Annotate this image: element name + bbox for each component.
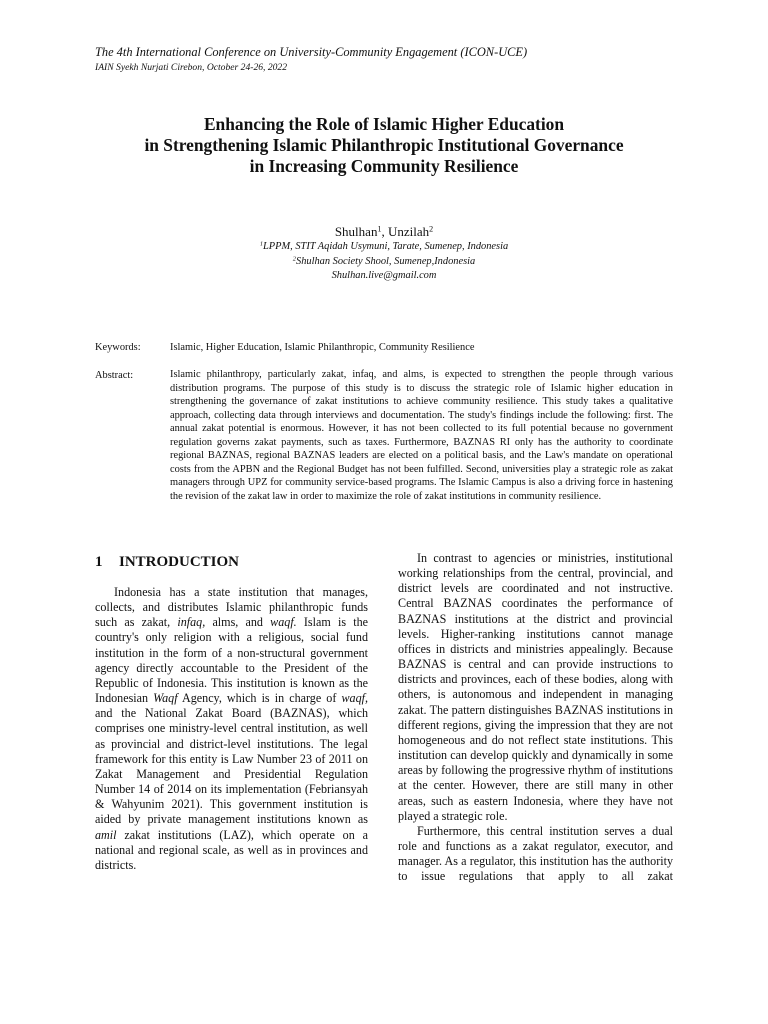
text-run: Islam is the country's only religion with a religious, social fund institution in the form of a non-structural government agency directly accountable to the President of the Republic of Indonesia. This institution is known as the Indonesian [95,615,368,706]
author-name: Unzilah [387,224,430,239]
affiliation-1 [60,240,708,253]
affiliation-mark: 1 [259,240,264,248]
author-affiliation-mark: 2 [429,224,434,234]
body-paragraph: Furthermore, this central institution serves a dual role and functions as a zakat regulator, executor, and manager. As a regulator, this institution has the authority to issue regulations that apply to all zakat [398,823,673,884]
section-number: 1 [95,554,103,570]
author-separator: , [381,224,388,239]
keywords-label: Keywords: [95,342,141,353]
abstract-label: Abstract: [95,370,134,381]
italic-term: waqf, [341,691,369,706]
paper-title [60,114,708,177]
affiliation-text: LPPM, STIT Aqidah Usymuni, Tarate, Sumenep, Indonesia [263,241,509,252]
title-line-1: Enhancing the Role of Islamic Higher Education [203,114,565,134]
author-list [60,224,708,240]
title-line-2: in Strengthening Islamic Philanthropic Institutional Governance [144,135,624,155]
title-line-3: in Increasing Community Resilience [249,156,519,176]
text-run: alms, and [205,615,271,630]
conference-header: The 4th International Conference on University-Community Engagement (ICON-UCE) [95,45,528,59]
section-heading [95,553,239,571]
abstract-text: Islamic philanthropy, particularly zakat, infaq, and alms, is expected to strengthen the people through various distribution programs. The purpose of this study is to discuss the strategic role of Islamic higher education in strengthening the governance of zakat institutions to achieve community resilience. This study takes a qualitative approach, collecting data through interviews and documentation. The study's findings include the following: first. The annual zakat potential is enormous. However, it has not been collected to its full potential because no government regulation governs zakat payments, such as taxes. Furthermore, BAZNAS RI only has the authority to coordinate regional BAZNAS, regional BAZNAS leaders are elected on a political basis, and the Law's mandate on operational costs from the APBN and the Regional Budget has not been fulfilled. Second, universities play a strategic role as zakat managers through UPZ for community service-based programs. The Islamic Campus is also a driving force in hastening the revision of the zakat law in order to maximize the role of zakat institutions in community resilience. [170,369,673,502]
text-run: zakat institutions (LAZ), which operate on a national and regional scale, as well as in provinces and districts. [95,827,368,872]
body-paragraph: In contrast to agencies or ministries, institutional working relationships from the central, provincial, and district levels are coordinated and not instructive. Central BAZNAS coordinates the performance of BAZNAS institutions at the district and provincial levels. Higher-ranking institutions cannot manage offices in districts and ministries appealingly. Because BAZNAS is central and can provide instructions to districts and provinces, each of these bodies, along with others, is autonomous and independent in managing zakat. The pattern distinguishes BAZNAS institutions in different regions, giving the impression that they are not homogeneous and do not reflect state institutions. This institution can develop quickly and dynamically in some areas by following the progressive rhythm of institutions at the center. However, there are still many in other areas, such as eastern Indonesia, where they have not played a strategic role. [398,551,673,823]
author-email: Shulhan.live@gmail.com [331,270,437,281]
italic-term: waqf. [270,615,297,630]
text-run: Indonesia has a state institution that manages, collects, and distributes Islamic philanthropic funds such as zakat, [95,585,368,630]
body-paragraph [95,585,368,873]
section-title: INTRODUCTION [119,554,240,570]
author-affiliation-mark: 1 [377,224,382,234]
italic-term: infaq, [177,615,206,630]
text-run: and the National Zakat Board (BAZNAS), which comprises one ministry-level central institution, as well as provincial and district-level institutions. The legal framework for this entity is Law Number 23 of 2011 on Zakat Management and Presidential Regulation Number 14 of 2014 on its implementation (Febriansyah & Wahyunim 2021). This government institution is aided by private management institutions known as [95,706,368,827]
italic-term: Waqf [153,691,178,706]
left-column [95,585,368,873]
text-run: Agency, which is in charge of [177,691,342,706]
author-name: Shulhan [334,224,378,239]
italic-term: amil [95,827,117,842]
affiliation-text: Shulhan Society Shool, Sumenep,Indonesia [296,256,476,267]
keywords-text: Islamic, Higher Education, Islamic Philanthropic, Community Resilience [170,342,475,353]
affiliation-mark: 2 [292,255,296,263]
affiliation-2 [60,255,708,268]
right-column [398,551,673,884]
conference-venue: IAIN Syekh Nurjati Cirebon, October 24-26, 2022 [95,62,288,73]
